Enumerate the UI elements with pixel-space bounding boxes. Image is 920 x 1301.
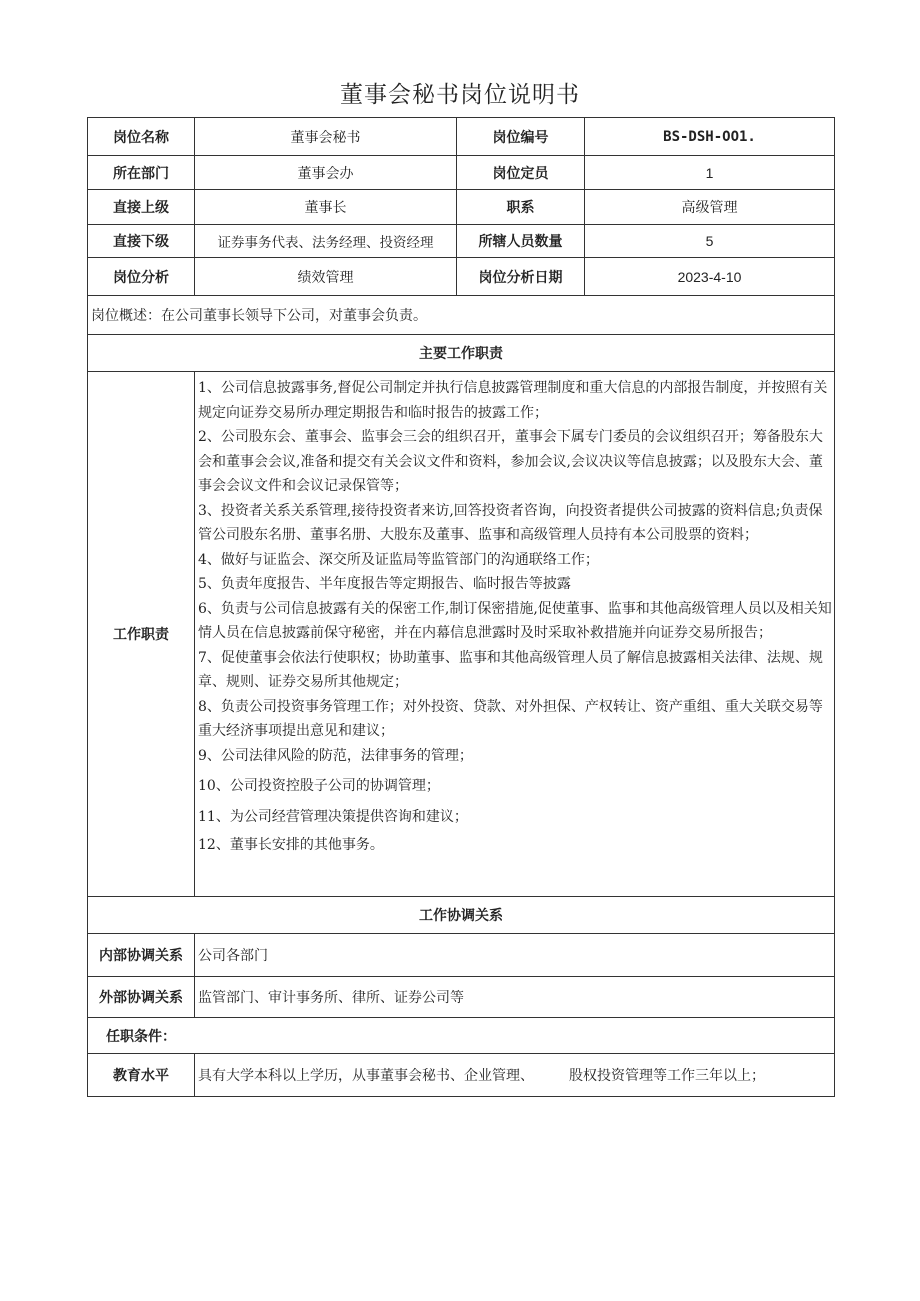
analysis-value: 绩效管理 — [195, 258, 457, 296]
headcount-label: 岗位定员 — [457, 156, 585, 190]
duty-item: 6、负责与公司信息披露有关的保密工作,制订保密措施,促使董事、监事和其他高级管理人员以及相关知情人员在信息披露前保守秘密，并在内幕信息泄露时及时采取补救措施并向证券交易所报告； — [198, 600, 832, 641]
duties-list — [195, 372, 835, 897]
duty-item: 5、负责年度报告、半年度报告等定期报告、临时报告等披露 — [198, 576, 571, 592]
duty-item: 2、公司股东会、董事会、监事会三会的组织召开，董事会下属专门委员的会议组织召开；筹备股东大会和董事会会议,准备和提交有关会议文件和资料，参加会议,会议决议等信息披露；以及股东大会、董事会会议文件和会议记录保管等； — [198, 429, 823, 494]
department-value: 董事会办 — [195, 156, 457, 190]
row-superior — [88, 190, 835, 225]
position-code-value: BS-DSH-OO1. — [585, 118, 835, 156]
managed-count-value: 5 — [585, 225, 835, 258]
managed-count-label: 所辖人员数量 — [457, 225, 585, 258]
row-duties-header — [88, 335, 835, 372]
internal-label: 内部协调关系 — [88, 934, 195, 977]
duty-item: 9、公司法律风险的防范，法律事务的管理； — [198, 747, 473, 764]
position-code-label: 岗位编号 — [457, 118, 585, 156]
position-name-value: 董事会秘书 — [195, 118, 457, 156]
row-external — [88, 977, 835, 1018]
duty-item: 1、公司信息披露事务,督促公司制定并执行信息披露管理制度和重大信息的内部报告制度，并按照有关规定向证券交易所办理定期报告和临时报告的披露工作； — [198, 380, 828, 421]
qualifications-label: 任职条件： — [88, 1018, 835, 1054]
external-value: 监管部门、审计事务所、律所、证券公司等 — [195, 977, 835, 1018]
position-name-label: 岗位名称 — [88, 118, 195, 156]
row-position-name — [88, 118, 835, 156]
row-qualifications — [88, 1018, 835, 1054]
superior-value: 董事长 — [195, 190, 457, 225]
document-title: 董事会秘书岗位说明书 — [340, 82, 580, 108]
headcount-value: 1 — [585, 156, 835, 190]
row-subordinates — [88, 225, 835, 258]
duty-item: 3、投资者关系关系管理,接待投资者来访,回答投资者咨询，向投资者提供公司披露的资料信息;负责保管公司股东名册、董事名册、大股东及董事、监事和高级管理人员持有本公司股票的资料； — [198, 502, 823, 543]
job-family-label: 职系 — [457, 190, 585, 225]
job-family-value: 高级管理 — [585, 190, 835, 225]
subordinates-value: 证券事务代表、法务经理、投资经理 — [195, 225, 457, 258]
duty-item: 12、董事长安排的其他事务。 — [198, 837, 384, 853]
duty-item: 10、公司投资控股子公司的协调管理； — [198, 778, 440, 794]
external-label: 外部协调关系 — [88, 977, 195, 1018]
duties-section-title: 主要工作职责 — [88, 335, 835, 372]
coordination-section-title: 工作协调关系 — [88, 897, 835, 934]
analysis-date-label: 岗位分析日期 — [457, 258, 585, 296]
row-overview — [88, 296, 835, 335]
analysis-label: 岗位分析 — [88, 258, 195, 296]
education-label: 教育水平 — [88, 1054, 195, 1097]
row-coordination-header — [88, 897, 835, 934]
internal-value: 公司各部门 — [195, 934, 835, 977]
duties-label: 工作职责 — [88, 372, 195, 897]
education-value: 具有大学本科以上学历，从事董事会秘书、企业管理、 股权投资管理等工作三年以上； — [195, 1054, 835, 1097]
duty-item: 11、为公司经营管理决策提供咨询和建议； — [198, 808, 468, 825]
analysis-date-value: 2023-4-10 — [585, 258, 835, 296]
row-department — [88, 156, 835, 190]
department-label: 所在部门 — [88, 156, 195, 190]
row-internal — [88, 934, 835, 977]
subordinates-label: 直接下级 — [88, 225, 195, 258]
position-overview: 岗位概述：在公司董事长领导下公司，对董事会负责。 — [88, 296, 835, 335]
duty-item: 7、促使董事会依法行使职权；协助董事、监事和其他高级管理人员了解信息披露相关法律、法规、规章、规则、证券交易所其他规定； — [198, 649, 823, 690]
job-description-table — [87, 117, 835, 1097]
duty-item: 4、做好与证监会、深交所及证监局等监管部门的沟通联络工作； — [198, 551, 599, 568]
duty-item: 8、负责公司投资事务管理工作；对外投资、贷款、对外担保、产权转让、资产重组、重大关联交易等重大经济事项提出意见和建议； — [198, 698, 823, 739]
superior-label: 直接上级 — [88, 190, 195, 225]
row-education — [88, 1054, 835, 1097]
row-duties — [88, 372, 835, 897]
row-analysis — [88, 258, 835, 296]
